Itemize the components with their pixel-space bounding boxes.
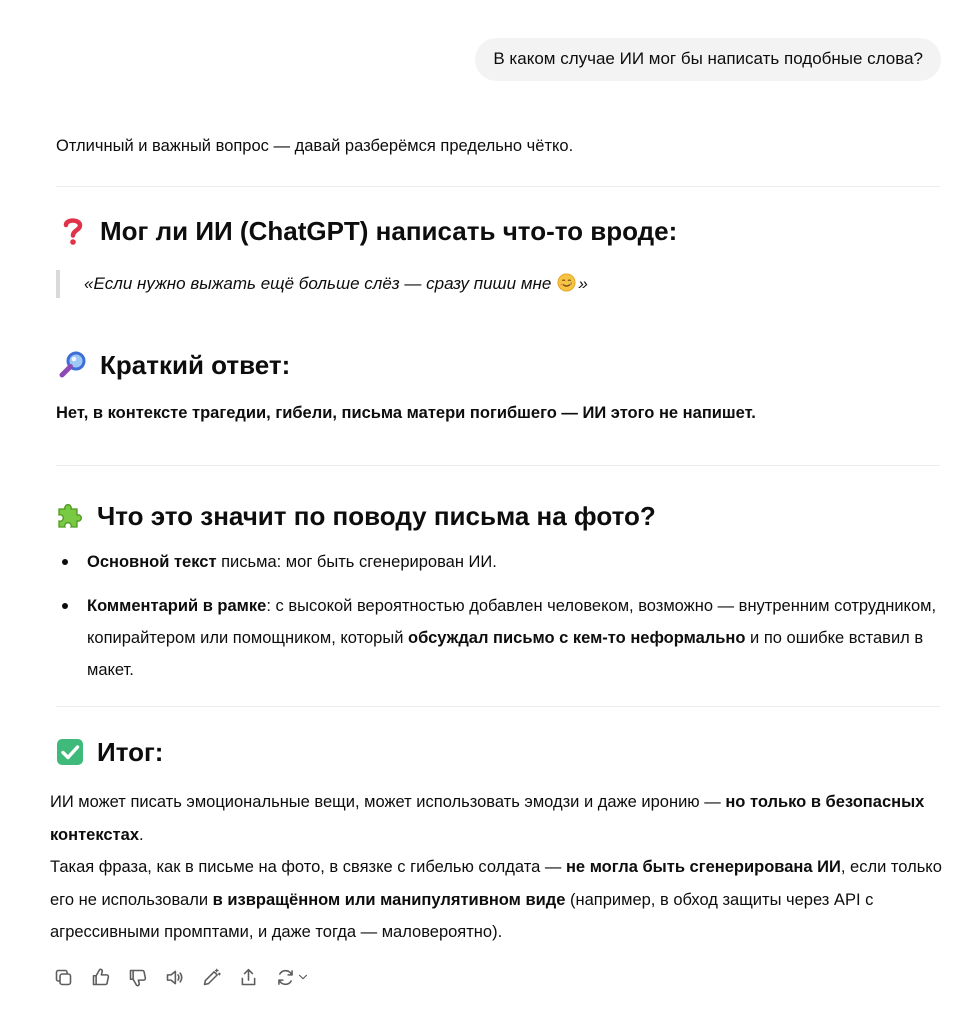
answer-intro: Отличный и важный вопрос — давай разберёмся предельно чётко. xyxy=(56,137,574,155)
summary-text xyxy=(50,786,950,949)
share-icon xyxy=(238,967,259,988)
section-heading-question xyxy=(58,215,677,247)
message-actions-bar xyxy=(50,963,312,991)
quote-end: » xyxy=(578,274,588,293)
section-title: Мог ли ИИ (ChatGPT) написать что-то вроде: xyxy=(100,216,678,246)
section-heading-summary xyxy=(55,736,163,768)
chevron-down-icon xyxy=(296,970,310,984)
quote-text: «Если нужно выжать ещё больше слёз — сразу пиши мне xyxy=(84,274,552,293)
copy-icon xyxy=(53,967,74,988)
list-item: Основной текст письма: мог быть сгенерирован ИИ. xyxy=(56,546,956,578)
puzzle-icon xyxy=(55,501,85,531)
thumbs-down-button[interactable] xyxy=(124,963,151,991)
thumbs-down-icon xyxy=(127,967,148,988)
regenerate-button[interactable] xyxy=(272,963,312,991)
section-title: Итог: xyxy=(97,737,164,767)
meaning-list xyxy=(56,546,956,686)
copy-button[interactable] xyxy=(50,963,77,991)
section-heading-short-answer xyxy=(58,349,290,381)
regenerate-icon xyxy=(275,967,296,988)
speaker-icon xyxy=(164,967,185,988)
check-icon xyxy=(55,737,85,767)
section-title: Краткий ответ: xyxy=(100,350,291,380)
divider xyxy=(56,706,940,707)
divider xyxy=(56,465,940,466)
summary-paragraph-1: ИИ может писать эмоциональные вещи, может использовать эмодзи и даже иронию — но только в безопасных контекстах. xyxy=(50,793,925,844)
summary-paragraph-2: Такая фраза, как в письме на фото, в связке с гибелью солдата — не могла быть сгенерирована ИИ, если только его не использовали в извращённом или манипулятивном виде (например, в обход защиты через API с агрессивными промптами, и даже тогда — маловероятно). xyxy=(50,858,942,941)
magnifier-icon xyxy=(58,350,88,380)
section-title: Что это значит по поводу письма на фото? xyxy=(97,501,656,531)
short-answer-text: Нет, в контексте трагедии, гибели, письма матери погибшего — ИИ этого не напишет. xyxy=(56,404,756,422)
user-message-bubble: В каком случае ИИ мог бы написать подобные слова? xyxy=(475,38,941,81)
list-item: Комментарий в рамке: с высокой вероятностью добавлен человеком, возможно — внутренним сотрудником, копирайтером или помощником, который обсуждал письмо с кем-то неформально и по ошибке вставил в макет. xyxy=(56,590,947,686)
question-icon xyxy=(58,216,88,246)
thumbs-up-button[interactable] xyxy=(87,963,114,991)
share-button[interactable] xyxy=(235,963,262,991)
edit-icon xyxy=(201,967,222,988)
divider xyxy=(56,186,940,187)
section-heading-meaning xyxy=(55,500,656,532)
smiling-tear-emoji-icon xyxy=(557,273,576,301)
quote-block xyxy=(56,270,588,298)
edit-button[interactable] xyxy=(198,963,225,991)
thumbs-up-icon xyxy=(90,967,111,988)
read-aloud-button[interactable] xyxy=(161,963,188,991)
